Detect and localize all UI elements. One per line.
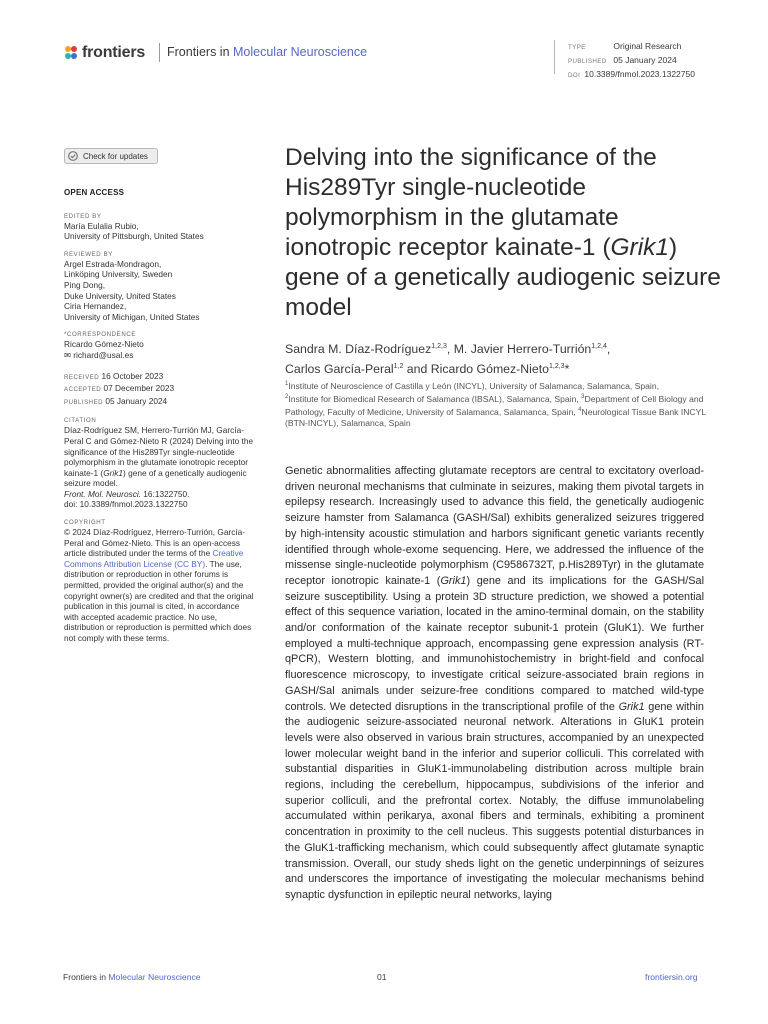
spacer (64, 361, 254, 371)
author[interactable] (285, 342, 447, 356)
meta-divider (554, 40, 555, 74)
reviewer-line: Argel Estrada-Mondragon, (64, 258, 162, 269)
footer-journal-prefix: Frontiers in (63, 972, 109, 982)
author-affil: 1,2,4 (591, 343, 607, 350)
meta-doi-value[interactable]: 10.3389/fnmol.2023.1322750 (584, 69, 695, 79)
meta-doi (568, 68, 695, 82)
citation-doi[interactable]: doi: 10.3389/fnmol.2023.1322750 (64, 499, 188, 510)
received-row (64, 371, 254, 384)
accepted-key: ACCEPTED (64, 386, 102, 394)
citation-text (64, 425, 254, 510)
affiliation-text: Neurological Tissue Bank INCYL (BTN-INCYL), Salamanca, Spain (285, 406, 706, 428)
meta-type (568, 40, 695, 54)
citation-gene: Grik1 (103, 467, 124, 478)
reviewer-line: Ping Dong, (64, 279, 106, 290)
journal-prefix: Frontiers in (167, 45, 233, 59)
citation-volume: 16:1322750. (141, 488, 190, 499)
correspondence-email[interactable]: richard@usal.es (73, 349, 134, 360)
citation-heading: CITATION (64, 417, 97, 425)
copyright-heading: COPYRIGHT (64, 519, 106, 527)
published-row (64, 396, 254, 409)
article-title (285, 143, 725, 323)
journal-name[interactable] (167, 45, 367, 59)
check-updates-icon (68, 151, 78, 161)
citation-pre: Díaz-Rodríguez SM, Herrero-Turrión MJ, García-Peral C and Gómez-Nieto R (2024) Delving into the significance of the His289Tyr single-nucleotide polymorphism in the glutamate ionotropic receptor kainate-1 ( (64, 425, 254, 478)
copyright-post: . The use, distribution or reproduction in other forums is permitted, provided the original author(s) and the copyright owner(s) are credited and that the original publication in this journal is cited, in accordance with accepted academic practice. No use, distribution or reproduction is permitted which does not comply with these terms. (64, 558, 254, 643)
author-affil: 1,2,3 (431, 343, 447, 350)
reviewer-line: Linköping University, Sweden (64, 269, 173, 280)
correspondence-name: Ricardo Gómez-Nieto (64, 339, 144, 350)
meta-doi-key: DOI (568, 72, 581, 79)
footer-site-link[interactable]: frontiersin.org (645, 972, 698, 982)
meta-type-key: TYPE (568, 44, 586, 51)
author-separator: , (606, 342, 611, 357)
citation-post: ) gene of a genetically audiogenic seizure model. (64, 467, 247, 489)
reviewed-by-heading: REVIEWED BY (64, 250, 113, 258)
affiliation-num: 3 (581, 393, 585, 400)
author[interactable] (454, 342, 607, 356)
affiliation-text: Department of Cell Biology and Pathology, Faculty of Medicine, University of Salamanca, Salamanca, Spain, (285, 393, 704, 417)
abstract (285, 464, 704, 904)
title-post: ) gene of a genetically audiogenic seizure model (285, 234, 721, 321)
author-name: M. Javier Herrero-Turrión (453, 342, 592, 357)
edited-by-heading: EDITED BY (64, 212, 102, 220)
author-separator: * (564, 362, 570, 377)
edited-by-list (64, 221, 254, 242)
received-key: RECEIVED (64, 373, 100, 381)
copyright-pre: © 2024 Díaz-Rodríguez, Herrero-Turrión, García-Peral and Gómez-Nieto. This is an open-access article distributed under the terms of the (64, 527, 246, 559)
meta-published (568, 54, 695, 68)
page-number: 01 (377, 972, 387, 982)
author-affil: 1,2,3 (548, 363, 565, 371)
accepted-row (64, 383, 254, 396)
author-affil: 1,2 (393, 363, 404, 371)
author-name: Carlos García-Peral (285, 362, 394, 377)
correspondence-email-row[interactable] (64, 350, 254, 361)
published-value: 05 January 2024 (105, 395, 168, 406)
reviewer-line: Duke University, United States (64, 290, 176, 301)
email-icon: ✉ (64, 349, 71, 360)
frontiers-logo-icon (63, 45, 79, 61)
citation-journal: Front. Mol. Neurosci. (64, 488, 141, 499)
abstract-gene: Grik1 (440, 574, 467, 587)
check-updates-label: Check for updates (83, 151, 148, 161)
editor-line: María Eulalia Rubio, (64, 220, 139, 231)
brand-name: frontiers (82, 44, 146, 61)
editor-line: University of Pittsburgh, United States (64, 231, 204, 242)
abstract-segment: gene within the audiogenic seizure-associated neuronal network. Alterations in GluK1 protein levels were also observed in various brain structures, accompanied by an unexpected lower molecular weight band in the inferior and superior colliculi. This correlated with substantial disparities in GluK1-immunolabeling distribution across multiple brain regions, including the cerebellum, hippocampus, subdivisions of the inferior and superior colliculi, and the prefrontal cortex. Notably, the diffuse immunolabeling accumulated within perikarya, axonal fibers and terminals, exhibiting a prominent concentration in proximity to the cell nucleus. This suggests potential disturbances in the GluK1-trafficking mechanism, which could subsequently affect glutamate synaptic transmission. Overall, our study sheds light on the genetic underpinnings of seizures and underscores the importance of investigating the molecular mechanisms behind synaptic dysfunction in epileptic neural networks, laying (285, 700, 704, 901)
published-key: PUBLISHED (64, 398, 104, 406)
header-divider (159, 43, 160, 62)
author[interactable] (431, 362, 565, 376)
affiliation-num: 4 (578, 406, 582, 413)
open-access-label: OPEN ACCESS (64, 188, 125, 197)
affiliation-num: 1 (285, 381, 289, 387)
author-name: Ricardo Gómez-Nieto (430, 362, 549, 377)
author[interactable] (285, 362, 403, 376)
author-name: Sandra M. Díaz-Rodríguez (285, 342, 432, 357)
abstract-segment: Genetic abnormalities affecting glutamate receptors are central to excitatory overload-driven neuronal mechanisms that culminate in seizures, making them pivotal targets in epilepsy research. Increasingly used to advance this field, the genetically audiogenic seizure hamster from Salamanca (GASH/Sal) exhibits generalized seizures triggered by high-intensity acoustic stimulation and harbors significant genetic variants recently identified through whole-exome sequencing. Here, we addressed the influence of the missense single-nucleotide polymorphism (C9586732T, p.His289Tyr) in the glutamate receptor ionotropic kainate-1 ( (285, 465, 704, 587)
affiliation-text: Institute for Biomedical Research of Salamanca (IBSAL), Salamanca, Spain, (288, 393, 579, 404)
affiliations (285, 379, 715, 429)
affiliation-text: Institute of Neuroscience of Castilla y León (INCYL), University of Salamanca, Salamanca, Spain, (288, 380, 660, 391)
meta-published-key: PUBLISHED (568, 58, 607, 65)
journal-title: Molecular Neuroscience (233, 45, 368, 59)
received-value: 16 October 2023 (101, 370, 164, 381)
affiliation (285, 394, 579, 404)
check-for-updates-button[interactable] (64, 148, 158, 164)
reviewed-by-list (64, 259, 254, 323)
author-separator: , (446, 342, 454, 357)
title-pre: Delving into the significance of the His289Tyr single-nucleotide polymorphism in the glutamate ionotropic receptor kainate-1 ( (285, 144, 657, 261)
correspondence-heading: *CORRESPONDENCE (64, 331, 136, 339)
accepted-value: 07 December 2023 (103, 383, 175, 394)
sidebar (64, 188, 254, 644)
footer-journal[interactable] (63, 972, 201, 982)
cc-license-link[interactable]: Creative Commons Attribution License (CC BY) (64, 548, 244, 569)
author-separator: and (403, 362, 431, 377)
reviewer-line: Ciria Hernandez, (64, 301, 127, 312)
copyright-text (64, 527, 254, 644)
reviewer-line: University of Michigan, United States (64, 311, 200, 322)
affiliation-num: 2 (285, 393, 289, 400)
title-gene: Grik1 (610, 234, 670, 261)
meta-published-value: 05 January 2024 (613, 55, 677, 65)
article-meta (568, 40, 695, 82)
affiliation (285, 381, 659, 391)
abstract-segment: ) gene and its implications for the GASH/Sal seizure susceptibility. Using a protein 3D structure prediction, we showed a potential effect of this sequence variation, located in the amino-terminal domain, on the stability and/or conformation of the kainate receptor subunit-1 protein (GluK1). We further employed a multi-technique approach, encompassing gene expression analysis (RT-qPCR), Western blotting, and immunohistochemistry in bright-field and confocal fluorescence microscopy, to investigate critical seizure-associated brain regions in GASH/Sal animals under seizure-free conditions compared to matched wild-type controls. We detected disruptions in the transcriptional profile of the (285, 574, 705, 713)
abstract-gene: Grik1 (618, 700, 645, 713)
footer-journal-name: Molecular Neuroscience (108, 972, 201, 982)
author-list (285, 338, 725, 378)
meta-type-value: Original Research (613, 41, 682, 51)
frontiers-logo[interactable] (63, 43, 145, 63)
